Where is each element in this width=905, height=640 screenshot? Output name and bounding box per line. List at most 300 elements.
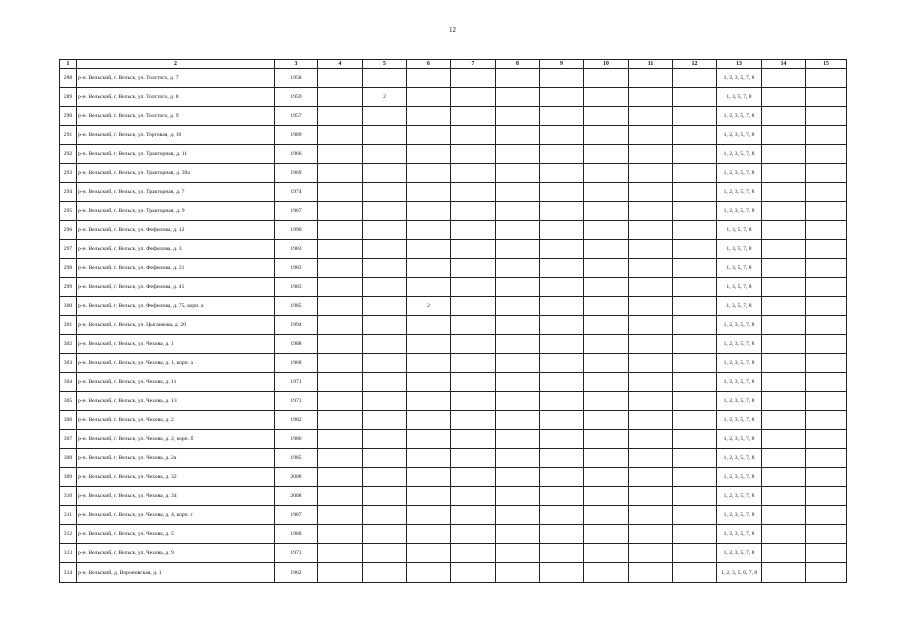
cell-col-4 — [318, 278, 363, 297]
row-number-cell: 298 — [60, 259, 77, 278]
cell-col-11 — [629, 525, 673, 544]
cell-col-10 — [584, 411, 629, 430]
cell-col-4 — [318, 487, 363, 506]
cell-col-11 — [629, 430, 673, 449]
year-cell: 1971 — [275, 392, 318, 411]
cell-col-6 — [407, 278, 451, 297]
cell-col-14 — [762, 126, 806, 145]
cell-col-7 — [451, 145, 496, 164]
table-row — [60, 69, 847, 88]
cell-col-9 — [540, 468, 584, 487]
cell-col-7 — [451, 240, 496, 259]
cell-col-14 — [762, 183, 806, 202]
cell-col-8 — [496, 544, 540, 563]
row-number-cell: 310 — [60, 487, 77, 506]
cell-col-8 — [496, 563, 540, 583]
cell-col-9 — [540, 563, 584, 583]
cell-col-4 — [318, 449, 363, 468]
cell-col-6 — [407, 69, 451, 88]
cell-col-8 — [496, 240, 540, 259]
cell-col-6 — [407, 525, 451, 544]
cell-col-12 — [673, 297, 717, 316]
cell-col-15 — [806, 88, 847, 107]
cell-col-15 — [806, 373, 847, 392]
codes-cell: 1, 2, 3, 5, 7, 8 — [717, 468, 762, 487]
cell-col-7 — [451, 411, 496, 430]
cell-col-11 — [629, 88, 673, 107]
cell-col-12 — [673, 259, 717, 278]
table-row — [60, 335, 847, 354]
cell-col-9 — [540, 145, 584, 164]
cell-col-6 — [407, 164, 451, 183]
table-row — [60, 126, 847, 145]
cell-col-7 — [451, 69, 496, 88]
cell-col-8 — [496, 373, 540, 392]
year-cell: 1985 — [275, 297, 318, 316]
cell-col-6 — [407, 411, 451, 430]
cell-col-5 — [363, 316, 407, 335]
table-row — [60, 354, 847, 373]
year-cell: 1969 — [275, 164, 318, 183]
cell-col-10 — [584, 544, 629, 563]
cell-col-12 — [673, 544, 717, 563]
cell-col-7 — [451, 563, 496, 583]
row-number-cell: 301 — [60, 316, 77, 335]
cell-col-11 — [629, 221, 673, 240]
cell-col-15 — [806, 487, 847, 506]
year-cell: 2008 — [275, 468, 318, 487]
cell-col-11 — [629, 354, 673, 373]
cell-col-12 — [673, 354, 717, 373]
row-number-cell: 305 — [60, 392, 77, 411]
cell-col-8 — [496, 525, 540, 544]
row-number-cell: 299 — [60, 278, 77, 297]
cell-col-6 — [407, 449, 451, 468]
codes-cell: 1, 3, 5, 7, 8 — [717, 240, 762, 259]
cell-col-4 — [318, 316, 363, 335]
cell-col-15 — [806, 354, 847, 373]
table-row — [60, 240, 847, 259]
cell-col-12 — [673, 525, 717, 544]
cell-col-12 — [673, 107, 717, 126]
cell-col-9 — [540, 335, 584, 354]
codes-cell: 1, 2, 3, 5, 7, 8 — [717, 183, 762, 202]
column-header: 7 — [451, 60, 496, 69]
column-header: 5 — [363, 60, 407, 69]
cell-col-6 — [407, 373, 451, 392]
cell-col-7 — [451, 183, 496, 202]
cell-col-9 — [540, 506, 584, 525]
row-number-cell: 296 — [60, 221, 77, 240]
row-number-cell: 291 — [60, 126, 77, 145]
codes-cell: 1, 3, 5, 7, 8 — [717, 297, 762, 316]
cell-col-4 — [318, 354, 363, 373]
codes-cell: 1, 3, 5, 7, 8 — [717, 259, 762, 278]
year-cell: 1959 — [275, 88, 318, 107]
cell-col-6 — [407, 430, 451, 449]
cell-col-10 — [584, 316, 629, 335]
cell-col-10 — [584, 449, 629, 468]
codes-cell: 1, 2, 3, 5, 7, 8 — [717, 69, 762, 88]
cell-col-14 — [762, 449, 806, 468]
cell-col-12 — [673, 221, 717, 240]
cell-col-11 — [629, 126, 673, 145]
cell-col-10 — [584, 506, 629, 525]
year-cell: 1990 — [275, 221, 318, 240]
codes-cell: 1, 3, 5, 7, 8 — [717, 88, 762, 107]
cell-col-8 — [496, 430, 540, 449]
cell-col-8 — [496, 107, 540, 126]
page-number: 12 — [449, 26, 456, 34]
row-number-cell: 304 — [60, 373, 77, 392]
cell-col-7 — [451, 316, 496, 335]
row-number-cell: 294 — [60, 183, 77, 202]
cell-col-10 — [584, 373, 629, 392]
cell-col-10 — [584, 563, 629, 583]
cell-col-11 — [629, 316, 673, 335]
year-cell: 1971 — [275, 373, 318, 392]
cell-col-9 — [540, 278, 584, 297]
cell-col-14 — [762, 468, 806, 487]
cell-col-14 — [762, 354, 806, 373]
column-header: 15 — [806, 60, 847, 69]
cell-col-6 — [407, 183, 451, 202]
cell-col-4 — [318, 373, 363, 392]
row-number-cell: 292 — [60, 145, 77, 164]
cell-col-14 — [762, 563, 806, 583]
address-cell: р-н. Вельский, г. Вельск, ул. Фефилова, д. 31 — [77, 259, 275, 278]
table-row — [60, 544, 847, 563]
cell-col-11 — [629, 240, 673, 259]
row-number-cell: 302 — [60, 335, 77, 354]
cell-col-4 — [318, 69, 363, 88]
cell-col-9 — [540, 240, 584, 259]
cell-col-8 — [496, 69, 540, 88]
column-header: 4 — [318, 60, 363, 69]
cell-col-9 — [540, 164, 584, 183]
cell-col-6 — [407, 202, 451, 221]
table-row — [60, 202, 847, 221]
codes-cell: 1, 2, 3, 5, 7, 8 — [717, 126, 762, 145]
cell-col-10 — [584, 107, 629, 126]
cell-col-4 — [318, 164, 363, 183]
address-cell: р-н. Вельский, г. Вельск, ул. Фефилова, д. 12 — [77, 221, 275, 240]
codes-cell: 1, 2, 3, 5, 6, 7, 8 — [717, 563, 762, 583]
cell-col-10 — [584, 354, 629, 373]
cell-col-14 — [762, 335, 806, 354]
cell-col-15 — [806, 430, 847, 449]
cell-col-12 — [673, 563, 717, 583]
cell-col-6 — [407, 259, 451, 278]
table-body — [60, 69, 847, 583]
cell-col-10 — [584, 69, 629, 88]
cell-col-9 — [540, 69, 584, 88]
cell-col-14 — [762, 373, 806, 392]
cell-col-5 — [363, 335, 407, 354]
address-cell: р-н. Вельский, г. Вельск, ул. Тракторная, д. 9 — [77, 202, 275, 221]
header-row — [60, 60, 847, 69]
cell-col-10 — [584, 335, 629, 354]
cell-col-6 — [407, 563, 451, 583]
cell-col-6 — [407, 506, 451, 525]
cell-col-4 — [318, 202, 363, 221]
year-cell: 1986 — [275, 430, 318, 449]
cell-col-10 — [584, 487, 629, 506]
cell-col-14 — [762, 544, 806, 563]
cell-col-12 — [673, 335, 717, 354]
year-cell: 1985 — [275, 449, 318, 468]
cell-col-4 — [318, 544, 363, 563]
cell-col-8 — [496, 354, 540, 373]
cell-col-12 — [673, 430, 717, 449]
cell-col-12 — [673, 145, 717, 164]
cell-col-15 — [806, 449, 847, 468]
cell-col-5 — [363, 563, 407, 583]
cell-col-11 — [629, 297, 673, 316]
cell-col-8 — [496, 506, 540, 525]
cell-col-14 — [762, 240, 806, 259]
cell-col-11 — [629, 563, 673, 583]
cell-col-8 — [496, 335, 540, 354]
codes-cell: 1, 3, 5, 7, 8 — [717, 278, 762, 297]
cell-col-15 — [806, 126, 847, 145]
cell-col-4 — [318, 411, 363, 430]
cell-col-15 — [806, 183, 847, 202]
cell-col-12 — [673, 126, 717, 145]
cell-col-5 — [363, 544, 407, 563]
cell-col-9 — [540, 430, 584, 449]
codes-cell: 1, 2, 3, 5, 7, 8 — [717, 145, 762, 164]
year-cell: 1957 — [275, 107, 318, 126]
cell-col-5 — [363, 392, 407, 411]
cell-col-12 — [673, 278, 717, 297]
cell-col-15 — [806, 335, 847, 354]
row-number-cell: 295 — [60, 202, 77, 221]
table-row — [60, 316, 847, 335]
cell-col-5 — [363, 525, 407, 544]
year-cell: 1983 — [275, 259, 318, 278]
table-row — [60, 183, 847, 202]
cell-col-10 — [584, 297, 629, 316]
cell-col-4 — [318, 240, 363, 259]
column-header: 6 — [407, 60, 451, 69]
address-cell: р-н. Вельский, г. Вельск, ул. Чехова, д. 4, корп. г — [77, 506, 275, 525]
cell-col-14 — [762, 164, 806, 183]
row-number-cell: 309 — [60, 468, 77, 487]
cell-col-15 — [806, 69, 847, 88]
address-cell: р-н. Вельский, г. Вельск, ул. Чехова, д. 34 — [77, 487, 275, 506]
cell-col-8 — [496, 164, 540, 183]
column-header: 8 — [496, 60, 540, 69]
year-cell: 1971 — [275, 544, 318, 563]
cell-col-5 — [363, 278, 407, 297]
codes-cell: 1, 2, 3, 5, 7, 8 — [717, 164, 762, 183]
cell-col-7 — [451, 449, 496, 468]
codes-cell: 1, 2, 3, 5, 7, 8 — [717, 354, 762, 373]
cell-col-9 — [540, 373, 584, 392]
cell-col-15 — [806, 259, 847, 278]
row-number-cell: 289 — [60, 88, 77, 107]
address-cell: р-н. Вельский, г. Вельск, ул. Чехова, д. 32 — [77, 468, 275, 487]
cell-col-8 — [496, 88, 540, 107]
cell-col-15 — [806, 411, 847, 430]
table-row — [60, 259, 847, 278]
cell-col-4 — [318, 506, 363, 525]
cell-col-7 — [451, 297, 496, 316]
cell-col-7 — [451, 506, 496, 525]
cell-col-9 — [540, 487, 584, 506]
cell-col-10 — [584, 278, 629, 297]
cell-col-5 — [363, 430, 407, 449]
address-cell: р-н. Вельский, г. Вельск, ул. Тракторная, д. 39а — [77, 164, 275, 183]
address-cell: р-н. Вельский, г. Вельск, ул. Толстого, д. 7 — [77, 69, 275, 88]
cell-col-4 — [318, 88, 363, 107]
cell-col-11 — [629, 487, 673, 506]
cell-col-12 — [673, 164, 717, 183]
cell-col-15 — [806, 145, 847, 164]
cell-col-10 — [584, 221, 629, 240]
cell-col-7 — [451, 221, 496, 240]
cell-col-12 — [673, 69, 717, 88]
cell-col-9 — [540, 297, 584, 316]
cell-col-8 — [496, 411, 540, 430]
cell-col-5 — [363, 164, 407, 183]
row-number-cell: 293 — [60, 164, 77, 183]
cell-col-5 — [363, 202, 407, 221]
codes-cell: 1, 2, 3, 5, 7, 8 — [717, 525, 762, 544]
cell-col-7 — [451, 354, 496, 373]
cell-col-15 — [806, 316, 847, 335]
table-row — [60, 221, 847, 240]
cell-col-8 — [496, 202, 540, 221]
cell-col-10 — [584, 240, 629, 259]
codes-cell: 1, 2, 3, 5, 7, 8 — [717, 107, 762, 126]
table-row — [60, 430, 847, 449]
cell-col-9 — [540, 392, 584, 411]
cell-col-12 — [673, 202, 717, 221]
table-row — [60, 88, 847, 107]
registry-table — [59, 59, 847, 583]
cell-col-14 — [762, 278, 806, 297]
cell-col-5 — [363, 145, 407, 164]
year-cell: 1967 — [275, 202, 318, 221]
address-cell: р-н. Вельский, г. Вельск, ул. Чехова, д. 2 — [77, 411, 275, 430]
codes-cell: 1, 2, 3, 5, 7, 8 — [717, 506, 762, 525]
table-row — [60, 563, 847, 583]
cell-col-11 — [629, 107, 673, 126]
cell-col-4 — [318, 297, 363, 316]
table-row — [60, 164, 847, 183]
cell-col-15 — [806, 240, 847, 259]
year-cell: 1989 — [275, 126, 318, 145]
address-cell: р-н. Вельский, г. Вельск, ул. Цыганкова, д. 20 — [77, 316, 275, 335]
cell-col-15 — [806, 221, 847, 240]
cell-col-11 — [629, 145, 673, 164]
table-row — [60, 297, 847, 316]
cell-col-11 — [629, 449, 673, 468]
row-number-cell: 303 — [60, 354, 77, 373]
year-cell: 1958 — [275, 69, 318, 88]
row-number-cell: 290 — [60, 107, 77, 126]
cell-col-12 — [673, 88, 717, 107]
address-cell: р-н. Вельский, г. Вельск, ул. Чехова, д. 13 — [77, 392, 275, 411]
address-cell: р-н. Вельский, г. Вельск, ул. Чехова, д. 5 — [77, 525, 275, 544]
column-header: 11 — [629, 60, 673, 69]
cell-col-11 — [629, 278, 673, 297]
cell-col-6 — [407, 221, 451, 240]
address-cell: р-н. Вельский, г. Вельск, ул. Толстого, д. 9 — [77, 107, 275, 126]
column-header: 3 — [275, 60, 318, 69]
cell-col-4 — [318, 221, 363, 240]
cell-col-10 — [584, 145, 629, 164]
codes-cell: 1, 2, 3, 5, 7, 8 — [717, 316, 762, 335]
table-row — [60, 449, 847, 468]
codes-cell: 1, 2, 3, 5, 7, 8 — [717, 392, 762, 411]
cell-col-4 — [318, 259, 363, 278]
cell-col-9 — [540, 544, 584, 563]
cell-col-5 — [363, 221, 407, 240]
cell-col-5 — [363, 487, 407, 506]
year-cell: 1987 — [275, 506, 318, 525]
cell-col-8 — [496, 316, 540, 335]
table-row — [60, 487, 847, 506]
table-row — [60, 145, 847, 164]
cell-col-11 — [629, 259, 673, 278]
cell-col-10 — [584, 126, 629, 145]
cell-col-15 — [806, 164, 847, 183]
cell-col-15 — [806, 544, 847, 563]
cell-col-11 — [629, 164, 673, 183]
address-cell: р-н. Вельский, г. Вельск, ул. Чехова, д. 1, корп. а — [77, 354, 275, 373]
table-row — [60, 107, 847, 126]
cell-col-12 — [673, 240, 717, 259]
address-cell: р-н. Вельский, г. Вельск, ул. Чехова, д. 9 — [77, 544, 275, 563]
cell-col-14 — [762, 297, 806, 316]
cell-col-10 — [584, 468, 629, 487]
cell-col-7 — [451, 107, 496, 126]
cell-col-15 — [806, 202, 847, 221]
cell-col-5 — [363, 373, 407, 392]
table-row — [60, 506, 847, 525]
row-number-cell: 311 — [60, 506, 77, 525]
column-header: 9 — [540, 60, 584, 69]
cell-col-11 — [629, 544, 673, 563]
address-cell: р-н. Вельский, г. Вельск, ул. Чехова, д. 11 — [77, 373, 275, 392]
cell-col-15 — [806, 563, 847, 583]
cell-col-15 — [806, 278, 847, 297]
cell-col-5 — [363, 411, 407, 430]
cell-col-6 — [407, 88, 451, 107]
cell-col-4 — [318, 335, 363, 354]
codes-cell: 1, 3, 5, 7, 8 — [717, 221, 762, 240]
cell-col-7 — [451, 373, 496, 392]
cell-col-12 — [673, 373, 717, 392]
codes-cell: 1, 2, 3, 5, 7, 8 — [717, 202, 762, 221]
cell-col-14 — [762, 316, 806, 335]
year-cell: 1994 — [275, 316, 318, 335]
cell-col-14 — [762, 145, 806, 164]
cell-col-5 — [363, 449, 407, 468]
cell-col-9 — [540, 449, 584, 468]
cell-col-10 — [584, 164, 629, 183]
cell-col-4 — [318, 430, 363, 449]
cell-col-15 — [806, 525, 847, 544]
table-row — [60, 373, 847, 392]
cell-col-12 — [673, 506, 717, 525]
address-cell: р-н. Вельский, г. Вельск, ул. Торговая, д. 10 — [77, 126, 275, 145]
cell-col-11 — [629, 335, 673, 354]
cell-col-14 — [762, 202, 806, 221]
